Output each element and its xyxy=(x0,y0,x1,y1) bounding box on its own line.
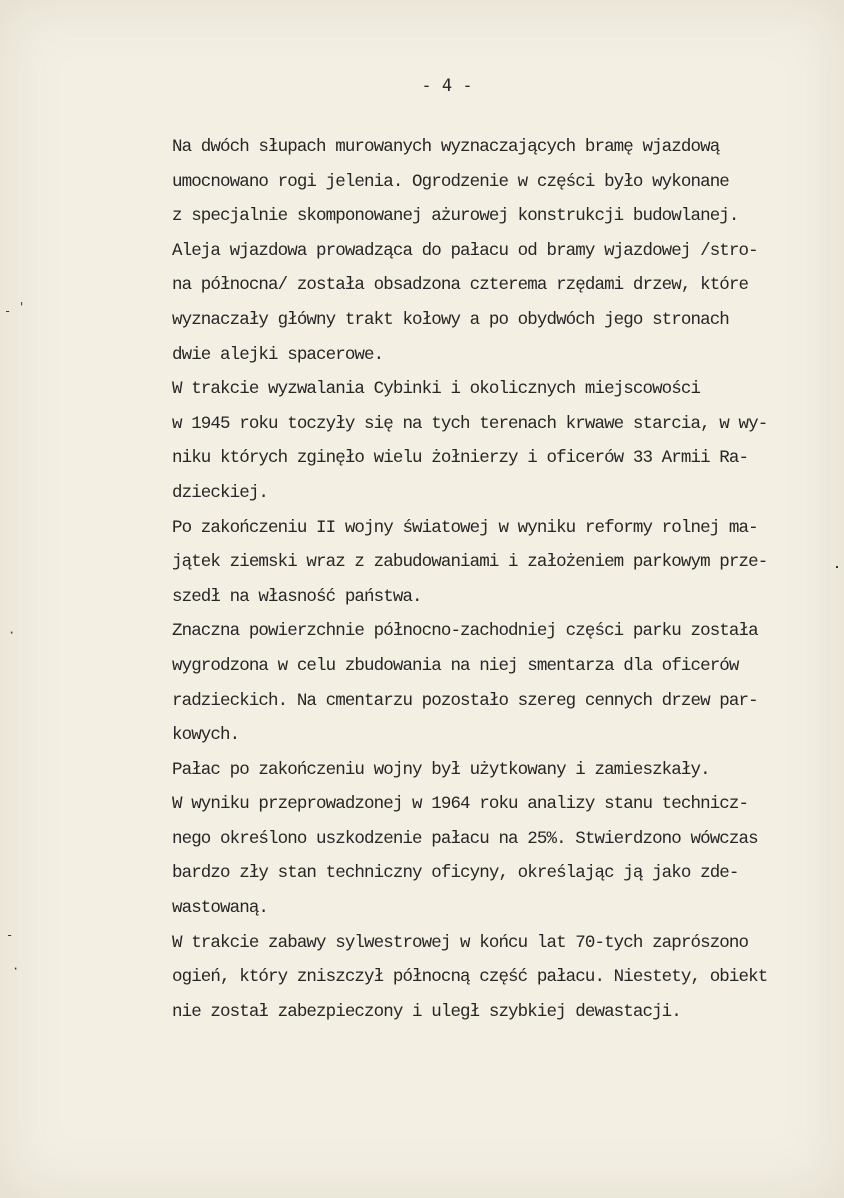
text-line: kowych. xyxy=(172,725,240,746)
text-line: wygrodzona w celu zbudowania na niej smentarza dla oficerów xyxy=(172,655,739,676)
text-line: wyznaczały główny trakt kołowy a po obydwóch jego stronach xyxy=(172,309,729,330)
text-line: Po zakończeniu II wojny światowej w wyniku reformy rolnej ma- xyxy=(172,517,758,538)
text-line: W trakcie wyzwalania Cybinki i okolicznych miejscowości xyxy=(172,379,701,400)
text-line: w 1945 roku toczyły się na tych terenach krwawe starcia, w wy- xyxy=(172,413,768,434)
page-number: - 4 - xyxy=(421,76,473,96)
text-line: Pałac po zakończeniu wojny był użytkowany i zamieszkały. xyxy=(172,759,710,780)
text-line: radzieckich. Na cmentarzu pozostało szereg cennych drzew par- xyxy=(172,690,758,711)
text-line: bardzo zły stan techniczny oficyny, określając ją jako zde- xyxy=(172,863,739,884)
margin-mark: · xyxy=(12,962,20,976)
text-line: szedł na własność państwa. xyxy=(172,586,422,607)
text-line: jątek ziemski wraz z zabudowaniami i założeniem parkowym prze- xyxy=(172,552,768,573)
text-line: Znaczna powierzchnie północno-zachodniej części parku została xyxy=(172,621,758,642)
margin-mark: - xyxy=(6,928,14,942)
body-text xyxy=(172,130,837,1029)
margin-mark: · xyxy=(8,626,16,640)
margin-mark: - xyxy=(4,304,12,318)
text-line: z specjalnie skomponowanej ażurowej konstrukcji budowlanej. xyxy=(172,206,739,227)
text-line: ogień, który zniszczył północną część pałacu. Niestety, obiekt xyxy=(172,967,768,988)
text-line: na północna/ została obsadzona czterema rzędami drzew, które xyxy=(172,275,749,296)
text-line: wastowaną. xyxy=(172,898,269,919)
text-line: nego określono uszkodzenie pałacu na 25%. Stwierdzono wówczas xyxy=(172,828,758,849)
text-line: umocnowano rogi jelenia. Ogrodzenie w części było wykonane xyxy=(172,171,729,192)
text-line: nie został zabezpieczony i uległ szybkiej dewastacji. xyxy=(172,1001,681,1022)
text-line: niku których zginęło wielu żołnierzy i oficerów 33 Armii Ra- xyxy=(172,448,749,469)
text-line: Aleja wjazdowa prowadząca do pałacu od bramy wjazdowej /stro- xyxy=(172,240,758,261)
text-line: dwie alejki spacerowe. xyxy=(172,344,384,365)
margin-mark: ' xyxy=(18,300,26,314)
scan-speck xyxy=(836,566,838,568)
text-line: dzieckiej. xyxy=(172,482,269,503)
text-line: Na dwóch słupach murowanych wyznaczających bramę wjazdową xyxy=(172,137,720,157)
text-line: W wyniku przeprowadzonej w 1964 roku analizy stanu technicz- xyxy=(172,794,749,815)
text-line: W trakcie zabawy sylwestrowej w końcu lat 70-tych zaprószono xyxy=(172,932,749,953)
